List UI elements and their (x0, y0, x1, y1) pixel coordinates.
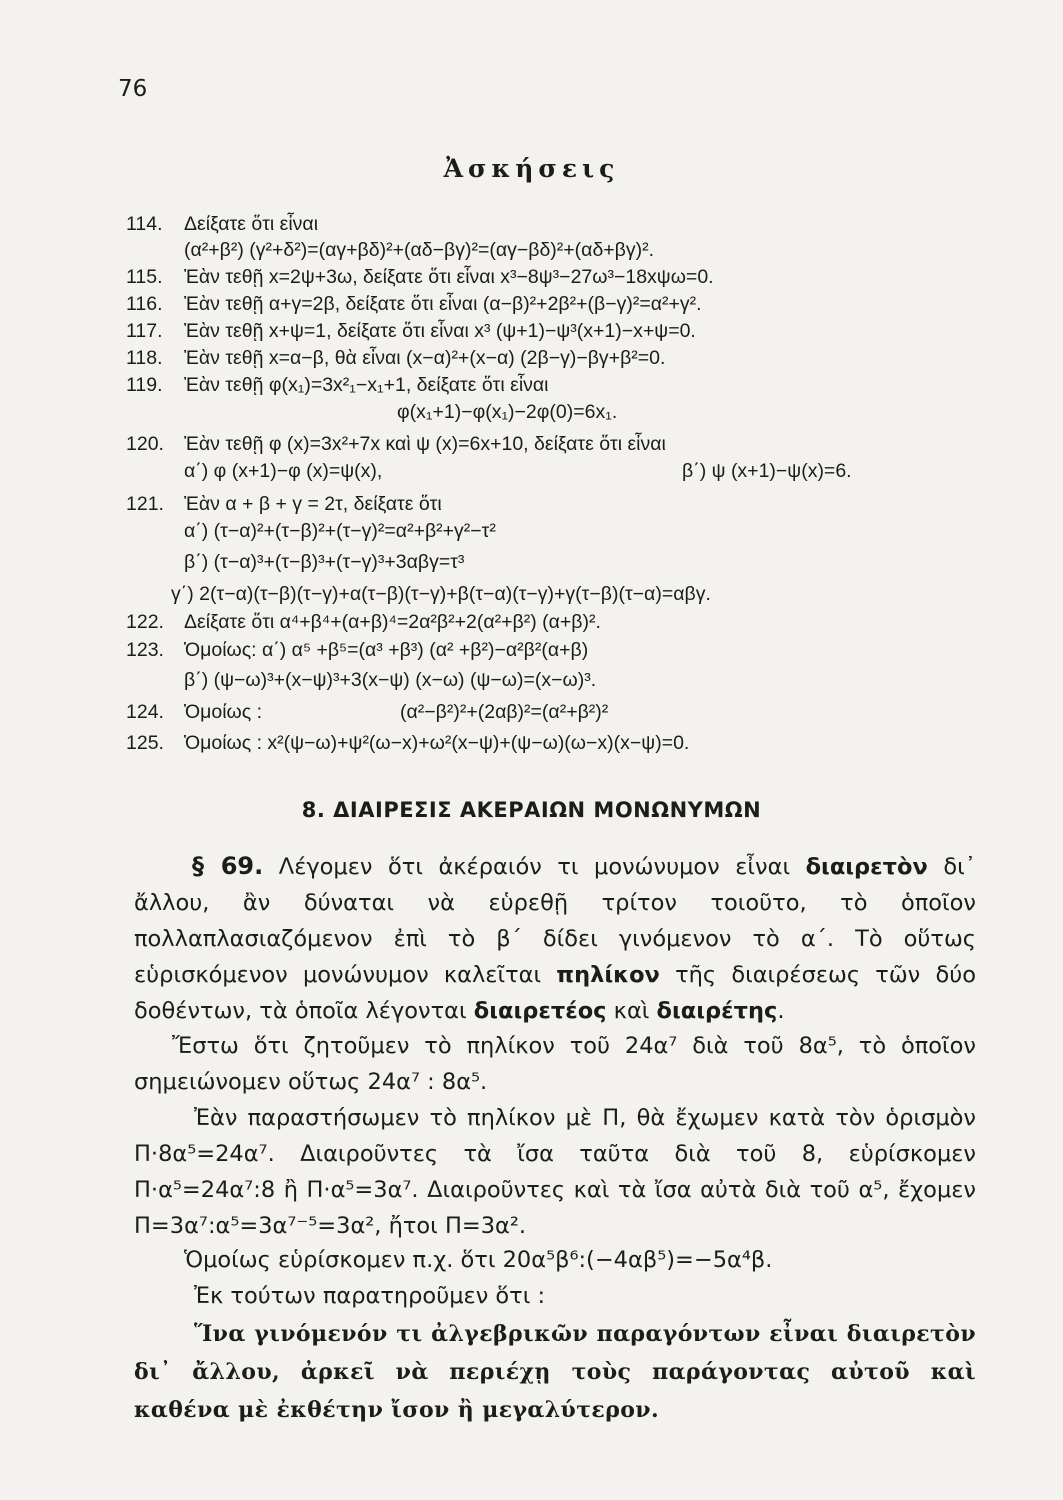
exercise-line (126, 699, 262, 725)
exercise-text: Ἐὰν τεθῇ x+ψ=1, δείξατε ὅτι εἶναι x³ (ψ+1)−ψ³(x+1)−x+ψ=0. (184, 320, 696, 342)
paragraph-text: καὶ (606, 998, 657, 1024)
term-dividend: διαιρετέος (473, 998, 607, 1024)
exercise-line (126, 345, 665, 371)
exercise-line (184, 667, 596, 693)
observation-intro: Ἐκ τούτων παρατηροῦμεν ὅτι : (194, 1283, 546, 1309)
exercise-text: Ἐὰν τεθῇ φ(x₁)=3x²₁−x₁+1, δείξατε ὅτι εἶναι (184, 374, 549, 396)
exercise-text: α΄) φ (x+1)−φ (x)=ψ(x), (184, 460, 383, 482)
exercise-line (126, 491, 442, 517)
exercise-text: Ἐὰν τεθῇ x=α−β, θὰ εἶναι (x−α)²+(x−α) (2β−γ)−βγ+β²=0. (184, 347, 666, 369)
term-divisor: διαιρέτης (656, 998, 778, 1024)
definition-paragraph (134, 848, 976, 1029)
exercise-text: φ(x₁+1)−φ(x₁)−2φ(0)=6x₁. (397, 401, 618, 423)
exercise-line (126, 318, 696, 344)
exercise-number: 119. (126, 374, 163, 396)
exercise-text: Δείξατε ὅτι εἶναι (184, 213, 319, 235)
term-divisible: διαιρετὸν (805, 854, 928, 880)
exercise-line (126, 431, 666, 457)
exercise-number: 115. (126, 266, 163, 288)
exercise-text: Ὁμοίως : (184, 701, 262, 723)
exercises-heading: Ἀσκήσεις (443, 154, 620, 183)
paragraph-text: . (777, 998, 785, 1024)
exercise-line (682, 458, 852, 484)
exercise-number: 121. (126, 493, 164, 515)
exercise-number: 125. (126, 732, 164, 754)
section-heading: 8. ΔΙΑΙΡΕΣΙΣ ΑΚΕΡΑΙΩΝ ΜΟΝΩΝΥΜΩΝ (301, 798, 762, 822)
exercise-text: (α²−β²)²+(2αβ)²=(α²+β²)² (400, 701, 609, 723)
exercise-line (126, 637, 588, 663)
exercise-line (126, 372, 549, 398)
exercise-text: α΄) (τ−α)²+(τ−β)²+(τ−γ)²=α²+β²+γ²−τ² (184, 520, 496, 542)
exercise-number: 122. (126, 611, 164, 633)
exercise-text: β΄) (ψ−ω)³+(x−ψ)³+3(x−ψ) (x−ω) (ψ−ω)=(x−ω)³. (184, 669, 597, 691)
exercise-text: Δείξατε ὅτι α⁴+β⁴+(α+β)⁴=2α²β²+2(α²+β²) (α+β)². (184, 611, 601, 633)
exercise-line (126, 264, 714, 290)
derivation-paragraph: Ἐὰν παραστήσωμεν τὸ πηλίκον μὲ Π, θὰ ἔχωμεν κατὰ τὸν ὁρισμὸν Π·8α⁵=24α⁷. Διαιροῦντες τὰ ἴσα ταῦτα διὰ τοῦ 8, εὑρίσκομεν Π·α⁵=24α⁷:8 ἢ Π·α⁵=3α⁷. Διαιροῦντες καὶ τὰ ἴσα αὐτὰ διὰ τοῦ α⁵, ἔχομεν Π=3α⁷:α⁵=3α⁷⁻⁵=3α², ἤτοι Π=3α². (134, 1105, 976, 1239)
paragraph-text: Λέγομεν ὅτι ἀκέραιόν τι μονώνυμον εἶναι (263, 854, 806, 880)
exercise-line (184, 458, 382, 484)
paragraph-text: τῆς διαιρέσεως τῶν δύο δοθέντων, τὰ ὁποῖα λέγονται (134, 962, 976, 1024)
section-mark: § 69. (192, 852, 264, 880)
exercise-text: Ὁμοίως: α΄) α⁵ +β⁵=(α³ +β³) (α² +β²)−α²β²(α+β) (184, 639, 589, 661)
exercise-text: Ἐὰν α + β + γ = 2τ, δείξατε ὅτι (184, 493, 442, 515)
exercise-text: Ἐὰν τεθῇ x=2ψ+3ω, δείξατε ὅτι εἶναι x³−8ψ³−27ω³−18xψω=0. (184, 266, 714, 288)
exercise-text: β΄) (τ−α)³+(τ−β)³+(τ−γ)³+3αβγ=τ³ (184, 551, 465, 573)
exercise-number: 116. (126, 293, 163, 315)
exercise-line (171, 581, 711, 607)
exercise-text: β΄) ψ (x+1)−ψ(x)=6. (682, 460, 852, 482)
exercise-number: 114. (126, 213, 163, 235)
exercise-text: γ΄) 2(τ−α)(τ−β)(τ−γ)+α(τ−β)(τ−γ)+β(τ−α)(τ−γ)+γ(τ−β)(τ−α)=αβγ. (171, 583, 711, 605)
exercise-line (126, 211, 318, 237)
example-paragraph: Ἔστω ὅτι ζητοῦμεν τὸ πηλίκον τοῦ 24α⁷ διὰ τοῦ 8α⁵, τὸ ὁποῖον σημειώνομεν οὕτως 24α⁷ : 8α⁵. (134, 1033, 976, 1095)
exercise-number: 123. (126, 639, 164, 661)
exercise-number: 117. (126, 320, 163, 342)
term-quotient: πηλίκον (556, 962, 660, 988)
divisibility-rule: Ἵνα γινόμενόν τι ἀλγεβρικῶν παραγόντων εἶναι διαιρετὸν δι᾽ ἄλλου, ἀρκεῖ νὰ περιέχῃ τοὺς παράγοντας αὐτοῦ καὶ καθένα μὲ ἐκθέτην ἴσον ἢ μεγαλύτερον. (134, 1321, 976, 1423)
exercise-number: 120. (126, 433, 164, 455)
paragraph-text: δι᾽ ἄλλου, ἂν δύναται νὰ εὑρεθῇ τρίτον τοιοῦτο, τὸ ὁποῖον πολλαπλασιαζόμενον ἐπὶ τὸ β΄ δίδει γινόμενον τὸ α΄. Τὸ οὕτως εὑρισκόμενον μονώνυμον καλεῖται (134, 854, 976, 988)
exercise-number: 124. (126, 701, 164, 723)
second-example: Ὁμοίως εὑρίσκομεν π.χ. ὅτι 20α⁵β⁶:(−4αβ⁵)=−5α⁴β. (184, 1247, 773, 1273)
page-number: 76 (118, 76, 148, 102)
exercise-line (184, 549, 464, 575)
exercise-text: (α²+β²) (γ²+δ²)=(αγ+βδ)²+(αδ−βγ)²=(αγ−βδ)²+(αδ+βγ)². (184, 239, 655, 261)
exercise-line (126, 730, 689, 756)
exercise-text: Ὁμοίως : x²(ψ−ω)+ψ²(ω−x)+ω²(x−ψ)+(ψ−ω)(ω−x)(x−ψ)=0. (184, 732, 690, 754)
exercise-line (397, 399, 617, 425)
exercise-line (400, 699, 608, 725)
exercise-text: Ἐὰν τεθῇ α+γ=2β, δείξατε ὅτι εἶναι (α−β)²+2β²+(β−γ)²=α²+γ². (184, 293, 702, 315)
exercise-line (126, 291, 702, 317)
exercise-line (126, 609, 601, 635)
exercise-line (184, 237, 654, 263)
exercise-text: Ἐὰν τεθῇ φ (x)=3x²+7x καὶ ψ (x)=6x+10, δείξατε ὅτι εἶναι (184, 433, 666, 455)
exercise-number: 118. (126, 347, 163, 369)
exercise-line (184, 518, 496, 544)
